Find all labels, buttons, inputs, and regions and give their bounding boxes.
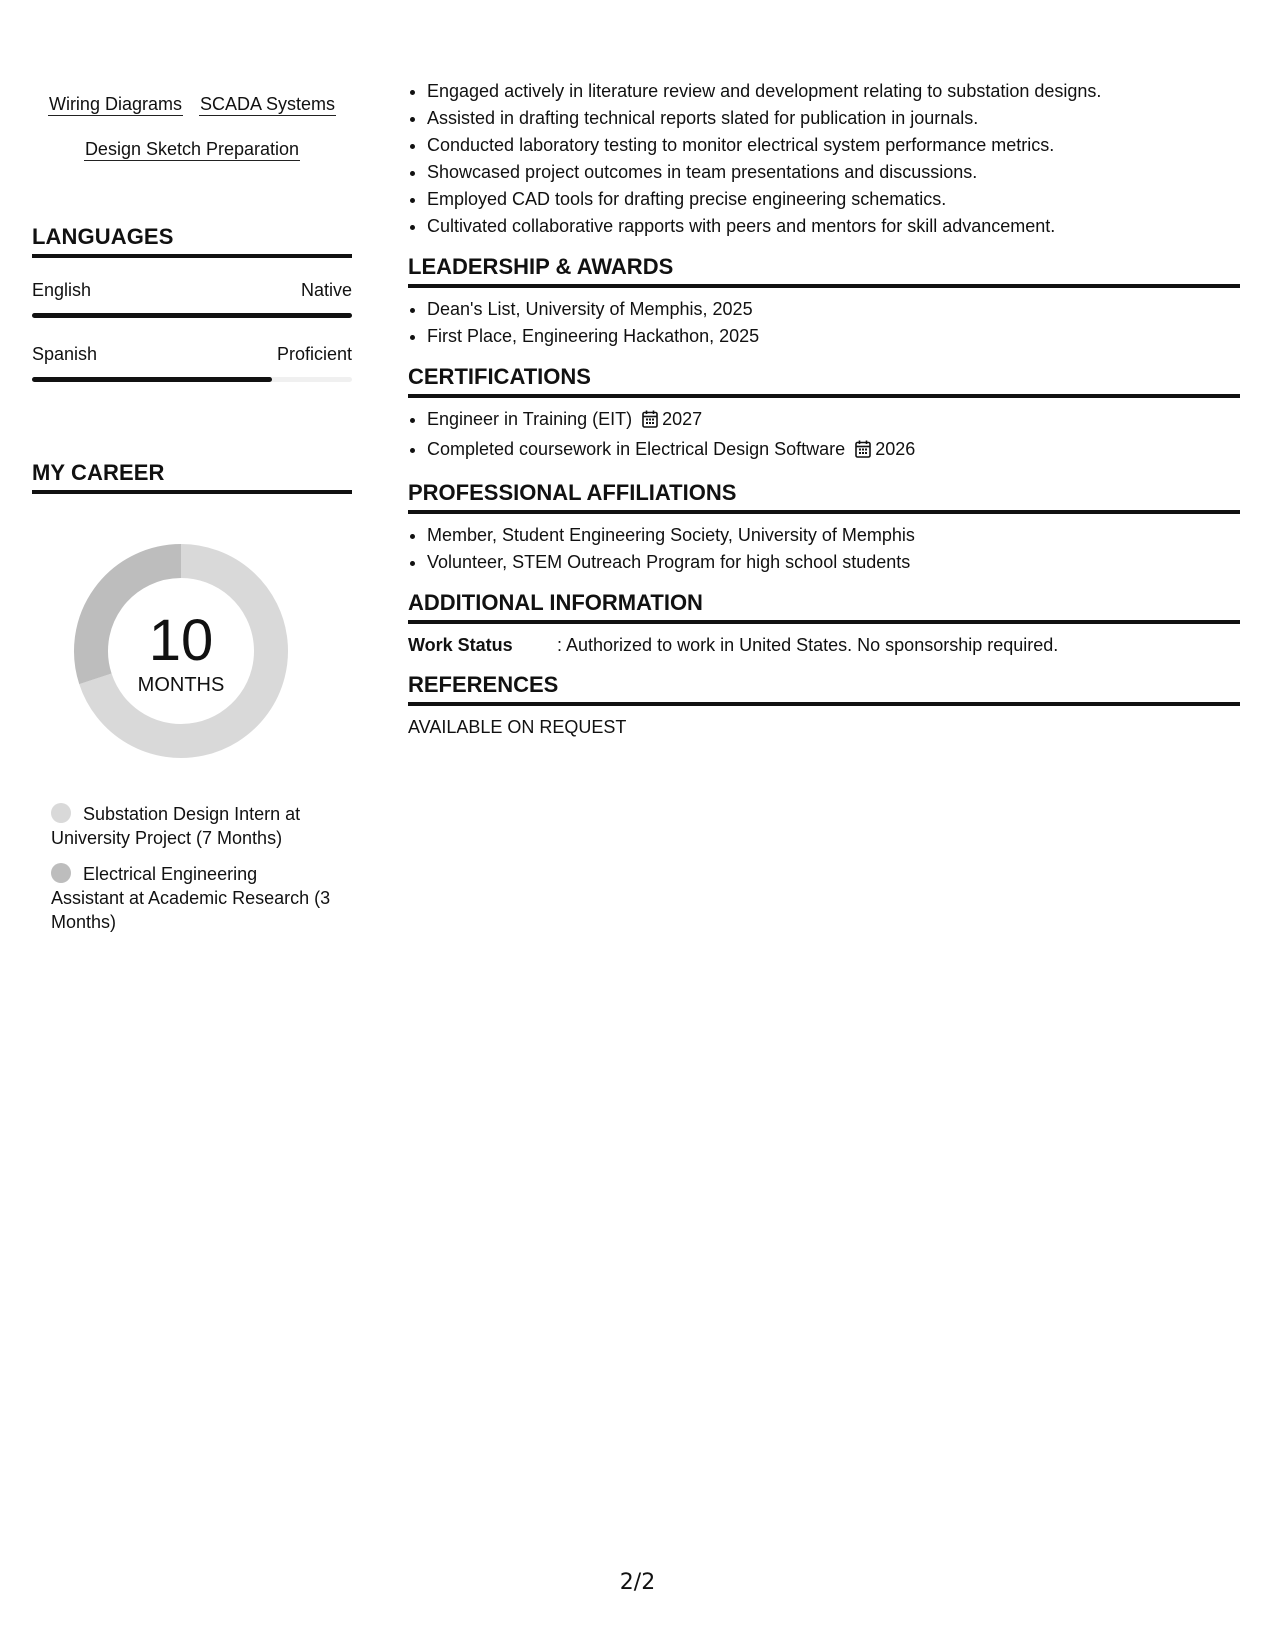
affiliations-title: PROFESSIONAL AFFILIATIONS (408, 480, 1240, 514)
calendar-icon (855, 439, 871, 466)
list-item: • Employed CAD tools for drafting precise engineering schematics. (427, 186, 1240, 213)
language-bar (32, 313, 352, 318)
language-name: Spanish (32, 344, 98, 364)
career-section (32, 460, 352, 934)
languages-section (32, 224, 352, 382)
donut-center (66, 608, 296, 697)
legend-item (51, 862, 331, 934)
skill-tag: Wiring Diagrams (48, 94, 182, 114)
work-status-row (408, 632, 1240, 658)
language-item-english (32, 280, 352, 318)
work-status-value: : Authorized to work in United States. No sponsorship required. (557, 635, 1059, 655)
career-total-unit: MONTHS (137, 674, 225, 696)
certifications-section (408, 364, 1240, 466)
calendar-icon (642, 409, 658, 436)
list-item: • Assisted in drafting technical reports slated for publication in journals. (427, 105, 1240, 132)
certifications-title: CERTIFICATIONS (408, 364, 1240, 398)
language-bar (32, 377, 352, 382)
certification-year: 2026 (875, 439, 916, 459)
experience-bullets (408, 78, 1240, 240)
work-status-label: Work Status (408, 635, 513, 655)
language-bar-fill (32, 313, 352, 318)
skill-tag: SCADA Systems (199, 94, 336, 114)
languages-title: LANGUAGES (32, 224, 352, 258)
right-column (408, 78, 1240, 740)
list-item: • Engaged actively in literature review and development relating to substation designs. (427, 78, 1240, 105)
certification-item (427, 436, 1240, 466)
certification-item (427, 406, 1240, 436)
career-total-value: 10 (148, 608, 214, 673)
left-column (32, 82, 352, 946)
legend-dot (51, 803, 71, 823)
certification-name: Engineer in Training (EIT) (427, 409, 633, 429)
career-title: MY CAREER (32, 460, 352, 494)
language-bar-fill (32, 377, 272, 382)
list-item: • Volunteer, STEM Outreach Program for high school students (427, 549, 1240, 576)
list-item: • First Place, Engineering Hackathon, 2025 (427, 323, 1240, 350)
language-item-spanish (32, 344, 352, 382)
skill-tag: Design Sketch Preparation (84, 139, 300, 159)
legend-dot (51, 863, 71, 883)
language-name: English (32, 280, 92, 300)
additional-info-title: ADDITIONAL INFORMATION (408, 590, 1240, 624)
references-section (408, 672, 1240, 740)
skill-tags (32, 82, 352, 172)
list-item: • Conducted laboratory testing to monitor electrical system performance metrics. (427, 132, 1240, 159)
additional-info-section (408, 590, 1240, 658)
leadership-title: LEADERSHIP & AWARDS (408, 254, 1240, 288)
certification-year: 2027 (662, 409, 703, 429)
affiliations-section (408, 480, 1240, 576)
career-donut-chart (66, 536, 296, 766)
list-item: • Showcased project outcomes in team presentations and discussions. (427, 159, 1240, 186)
language-level: Native (300, 280, 352, 300)
references-text: AVAILABLE ON REQUEST (408, 717, 627, 737)
leadership-section (408, 254, 1240, 350)
references-title: REFERENCES (408, 672, 1240, 706)
certification-name: Completed coursework in Electrical Design Software (427, 439, 846, 459)
career-legend (51, 802, 331, 934)
list-item: • Dean's List, University of Memphis, 2025 (427, 296, 1240, 323)
page-number: 2/2 (619, 1570, 656, 1595)
legend-item (51, 802, 331, 850)
list-item: • Member, Student Engineering Society, University of Memphis (427, 522, 1240, 549)
legend-label: Substation Design Intern at University Project (7 Months) (51, 804, 301, 848)
language-level: Proficient (276, 344, 352, 364)
legend-label: Electrical Engineering Assistant at Academic Research (3 Months) (51, 864, 331, 932)
list-item: • Cultivated collaborative rapports with peers and mentors for skill advancement. (427, 213, 1240, 240)
